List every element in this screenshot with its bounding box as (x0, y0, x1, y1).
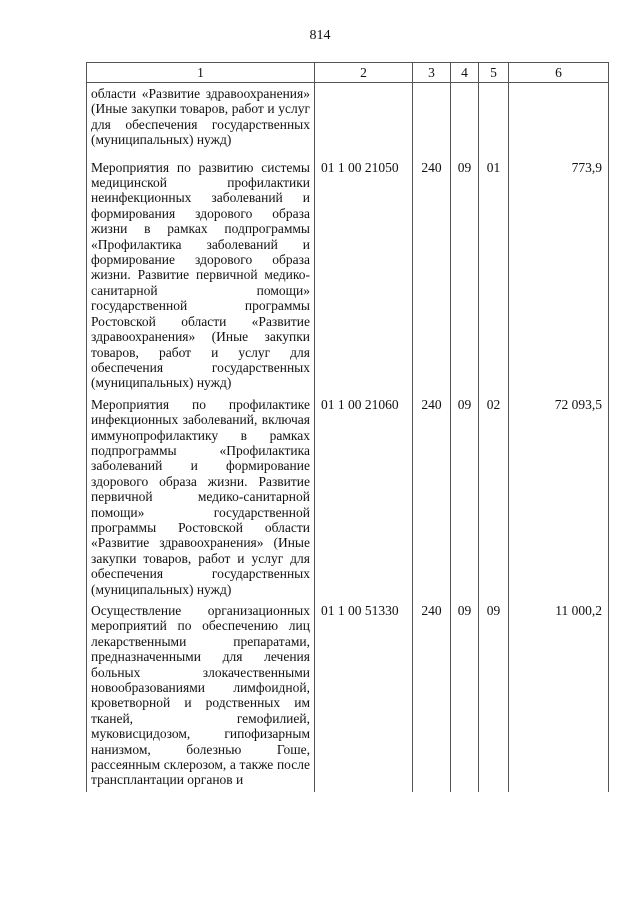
code-cell: 01 1 00 21050 (315, 158, 413, 395)
column-header: 2 (315, 63, 413, 83)
description-cell: Мероприятия по развитию системы медицинской профилактики неинфекционных заболеваний и формирования здорового образа жизни в рамках подпрограммы «Профилактика заболеваний и формирование здорового образа жизни. Развитие первичной медико-санитарной помощи» государственной программы Ростовской области «Развитие здравоохранения» (Иные закупки товаров, работ и услуг для обеспечения государственных (муниципальных) нужд) (87, 158, 315, 395)
subsection-cell: 09 (479, 601, 509, 792)
description-cell: области «Развитие здравоохранения» (Иные закупки товаров, работ и услуг для обеспечения государственных (муниципальных) нужд) (87, 83, 315, 158)
subsection-cell: 01 (479, 158, 509, 395)
amount-cell: 11 000,2 (509, 601, 609, 792)
column-header: 4 (451, 63, 479, 83)
description-cell: Мероприятия по профилактике инфекционных заболеваний, включая иммунопрофилактику в рамках подпрограммы «Профилактика заболеваний и формирование здорового образа жизни. Развитие первичной медико-санитарной помощи» государственной программы Ростовской области «Развитие здравоохранения» (Иные закупки товаров, работ и услуг для обеспечения государственных (муниципальных) нужд) (87, 395, 315, 601)
table-row (87, 83, 609, 158)
table-row (87, 601, 609, 792)
subsection-cell: 02 (479, 395, 509, 601)
amount-cell: 773,9 (509, 158, 609, 395)
section-cell: 09 (451, 158, 479, 395)
amount-cell (509, 83, 609, 158)
description-cell: Осуществление организационных мероприятий по обеспечению лиц лекарственными препаратами, предназначенными для лечения больных злокачественными новообразованиями лимфоидной, кроветворной и родственных им тканей, гемофилией, муковисцидозом, гипофизарным нанизмом, болезнью Гоше, рассеянным склерозом, а также после трансплантации органов и (87, 601, 315, 792)
subsection-cell (479, 83, 509, 158)
page-number: 814 (309, 28, 331, 43)
expense-type-cell: 240 (413, 601, 451, 792)
amount-cell: 72 093,5 (509, 395, 609, 601)
table-row (87, 395, 609, 601)
budget-table (86, 62, 609, 792)
expense-type-cell: 240 (413, 158, 451, 395)
code-cell (315, 83, 413, 158)
table-row (87, 158, 609, 395)
expense-type-cell (413, 83, 451, 158)
code-cell: 01 1 00 51330 (315, 601, 413, 792)
column-header: 5 (479, 63, 509, 83)
header-row (87, 63, 609, 83)
column-header: 1 (87, 63, 315, 83)
column-header: 3 (413, 63, 451, 83)
section-cell (451, 83, 479, 158)
section-cell: 09 (451, 395, 479, 601)
column-header: 6 (509, 63, 609, 83)
expense-type-cell: 240 (413, 395, 451, 601)
section-cell: 09 (451, 601, 479, 792)
code-cell: 01 1 00 21060 (315, 395, 413, 601)
